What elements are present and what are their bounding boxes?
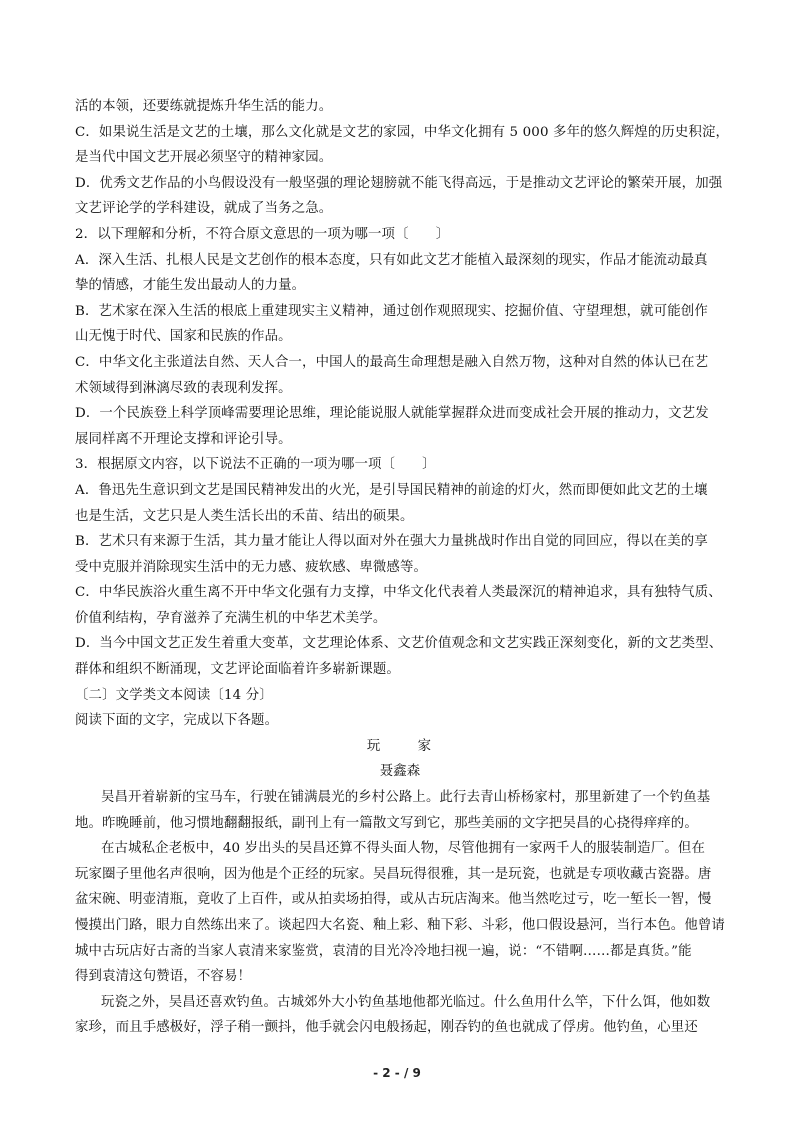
story-line: 玩家圈子里他名声很响，因为他是个正经的玩家。吴昌玩得很雅，其一是玩瓷，也就是专项收藏古瓷器。唐	[75, 866, 712, 882]
story-line: 地。昨晚睡前，他习惯地翻翻报纸，副刊上有一篇散文写到它，那些美丽的文字把吴昌的心挠得痒痒的。	[75, 815, 698, 831]
text-line: 活的本领，还要练就提炼升华生活的能力。	[75, 99, 333, 114]
text-line: C．中华民族浴火重生离不开中华文化强有力支撑，中华文化代表着人类最深沉的精神追求，具有独特气质、	[75, 585, 722, 601]
instruction-line: 阅读下面的文字，完成以下各题。	[75, 713, 279, 729]
story-line: 得到袁清这句赞语，不容易！	[75, 969, 252, 985]
story-line: 城中古玩店好古斋的当家人袁清来家鉴赏，袁清的目光冷冷地扫视一遍，说：“不错啊……都是真货。”能	[75, 943, 692, 959]
story-line: 慢摸出门路，眼力自然练出来了。谈起四大名瓷、釉上彩、釉下彩、斗彩，他口假设悬河，当行本色。他曾请	[75, 918, 725, 933]
text-line: 也是生活，文艺只是人类生活长出的禾苗、结出的硕果。	[75, 508, 414, 524]
text-line: A．深入生活、扎根人民是文艺创作的根本态度，只有如此文艺才能植入最深刻的现实，作品才能流动最真	[75, 252, 708, 268]
story-line: 盆宋碗、明壶清瓶，竟收了上百件，或从拍卖场拍得，或从古玩店淘来。他当然吃过亏，吃一堑长一智，慢	[75, 892, 712, 908]
text-line: A．鲁迅先生意识到文艺是国民精神发出的火光，是引导国民精神的前途的灯火，然而即便如此文艺的土壤	[75, 482, 708, 498]
text-line: B．艺术只有来源于生活，其力量才能让人得以面对外在强大力量挑战时作出自觉的同回应，得以在美的享	[75, 534, 708, 550]
text-line: B．艺术家在深入生活的根底上重建现实主义精神，通过创作观照现实、挖掘价值、守望理想，就可能创作	[75, 303, 708, 319]
text-line: D．优秀文艺作品的小鸟假设没有一般坚强的理论翅膀就不能飞得高远，于是推动文艺评论的繁荣开展，加强	[75, 175, 723, 191]
question-3-stem: 3．根据原文内容，以下说法不正确的一项为哪一项〔 〕	[75, 457, 436, 473]
story-title: 玩 家	[366, 738, 444, 754]
text-line: 是当代中国文艺开展必须坚守的精神家园。	[75, 150, 333, 166]
page-content	[75, 94, 730, 1041]
question-2-stem: 2．以下理解和分析，不符合原文意思的一项为哪一项〔 〕	[75, 226, 450, 242]
story-line: 吴昌开着崭新的宝马车，行驶在铺满晨光的乡村公路上。此行去青山桥杨家村，那里新建了一个钓鱼基	[101, 790, 711, 806]
story-line: 在古城私企老板中，40 岁出头的吴昌还算不得头面人物，尽管他拥有一家两千人的服装制造厂。但在	[101, 841, 705, 857]
text-line: C．如果说生活是文艺的土壤，那么文化就是文艺的家园，中华文化拥有 5 000 多年的悠久辉煌的历史积淀，	[75, 124, 730, 140]
text-line: 文艺评论学的学科建设，就成了当务之急。	[75, 201, 333, 217]
story-line: 玩瓷之外，吴昌还喜欢钓鱼。古城郊外大小钓鱼基地他都光临过。什么鱼用什么竿，下什么饵，他如数	[101, 994, 711, 1010]
text-line: C．中华文化主张道法自然、天人合一，中国人的最高生命理想是融入自然万物，这种对自然的体认已在艺	[75, 354, 709, 370]
page-number: - 2 - / 9	[373, 1066, 421, 1080]
story-author: 聂鑫森	[379, 764, 421, 780]
text-line: D．一个民族登上科学顶峰需要理论思维，理论能说服人就能掌握群众进而变成社会开展的推动力，文艺发	[75, 406, 709, 422]
text-line: 受中克服并消除现实生活中的无力感、疲软感、卑微感等。	[75, 559, 428, 575]
story-line: 家珍，而且手感极好，浮子稍一颤抖，他手就会闪电般扬起，刚吞钓的鱼也就成了俘虏。他钓鱼，心里还	[75, 1020, 698, 1036]
text-line: 展同样离不开理论支撑和评论引导。	[75, 431, 292, 447]
text-line: 价值利结构，孕育滋养了充满生机的中华艺术美学。	[75, 610, 387, 626]
text-line: D．当今中国文艺正发生着重大变革，文艺理论体系、文艺价值观念和文艺实践正深刻变化，新的文艺类型、	[75, 636, 723, 652]
text-line: 术领域得到淋漓尽致的表现利发挥。	[75, 380, 292, 396]
text-line: 挚的情感，才能生发出最动人的力量。	[75, 278, 306, 294]
text-line: 群体和组织不断涌现，文艺评论面临着许多崭新课题。	[75, 662, 400, 678]
text-line: 山无愧于时代、国家和民族的作品。	[75, 329, 292, 345]
section-heading: 〔二〕文学类文本阅读〔14 分〕	[75, 687, 273, 703]
